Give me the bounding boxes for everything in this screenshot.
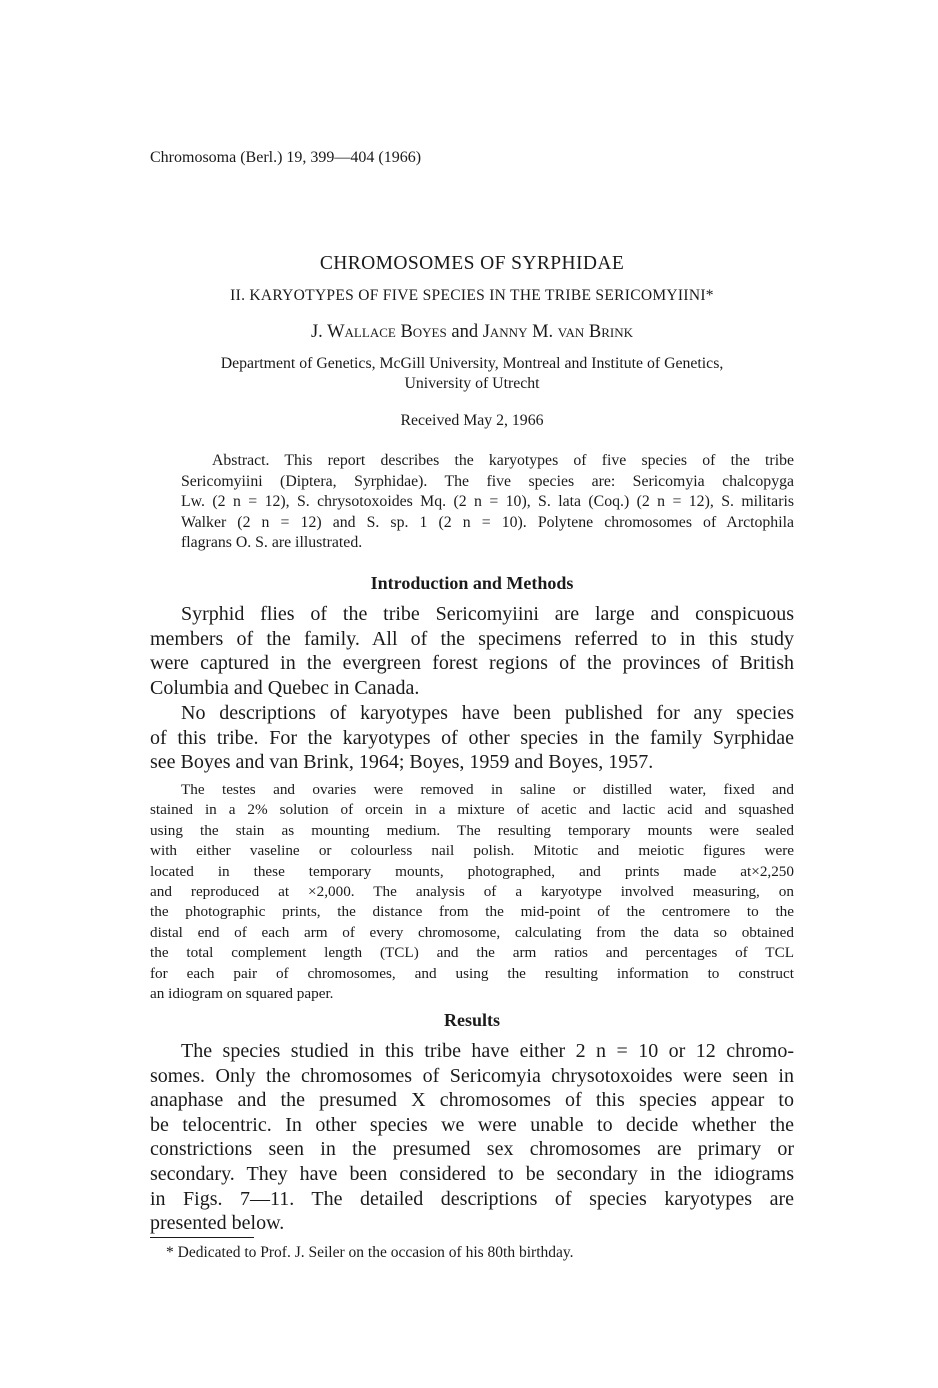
body-line: Columbia and Quebec in Canada. bbox=[150, 676, 420, 699]
abstract-line: Sericomyiini (Diptera, Syrphidae). The five species are: Sericomyia chalcopyga bbox=[181, 472, 794, 490]
footnote-rule bbox=[150, 1237, 254, 1238]
footnote: * Dedicated to Prof. J. Seiler on the occasion of his 80th birthday. bbox=[166, 1244, 574, 1261]
author-2: Janny M. van Brink bbox=[482, 322, 634, 342]
results-line: presented below. bbox=[150, 1212, 285, 1235]
abstract-line: Lw. (2 n = 12), S. chrysotoxoides Mq. (2 n = 10), S. lata (Coq.) (2 n = 12), S. militaris bbox=[181, 493, 794, 510]
abstract bbox=[150, 451, 794, 554]
results-line: anaphase and the presumed X chromosomes of this species appear to bbox=[150, 1089, 794, 1112]
body-line: members of the family. All of the specimens referred to in this study bbox=[150, 627, 794, 650]
results-line: secondary. They have been considered to be secondary in the idiograms bbox=[150, 1162, 794, 1185]
methods-paragraph bbox=[150, 780, 794, 1004]
results-line: be telocentric. In other species we were unable to decide whether the bbox=[150, 1113, 794, 1136]
authors-conjunction: and bbox=[451, 322, 479, 342]
intro-paragraph-1 bbox=[150, 602, 794, 700]
methods-line: the photographic prints, the distance from the mid-point of the centromere to the bbox=[150, 903, 794, 921]
affiliation-line-2: University of Utrecht bbox=[404, 375, 540, 392]
results-paragraph bbox=[150, 1039, 794, 1236]
authors bbox=[150, 322, 794, 343]
methods-line: an idiogram on squared paper. bbox=[150, 985, 334, 1003]
body-line: were captured in the evergreen forest regions of the provinces of British bbox=[150, 652, 794, 675]
results-line: in Figs. 7—11. The detailed descriptions of species karyotypes are bbox=[150, 1187, 794, 1210]
methods-line: for each pair of chromosomes, and using the resulting information to construct bbox=[150, 964, 794, 982]
intro-paragraph-2 bbox=[150, 701, 794, 775]
author-1: J. Wallace Boyes bbox=[310, 322, 447, 342]
paper-subtitle: II. KARYOTYPES OF FIVE SPECIES IN THE TRIBE SERICOMYIINI* bbox=[230, 287, 714, 304]
affiliation bbox=[150, 354, 794, 394]
methods-line: stained in a 2% solution of orcein in a mixture of acetic and lactic acid and squashed bbox=[150, 801, 794, 819]
methods-line: and reproduced at ×2,000. The analysis of a karyotype involved measuring, on bbox=[150, 883, 794, 901]
methods-line: using the stain as mounting medium. The resulting temporary mounts were sealed bbox=[150, 821, 794, 839]
affiliation-line-1: Department of Genetics, McGill University, Montreal and Institute of Genetics, bbox=[220, 355, 724, 372]
methods-line: the total complement length (TCL) and the arm ratios and percentages of TCL bbox=[150, 944, 794, 962]
abstract-line: flagrans O. S. are illustrated. bbox=[181, 534, 363, 551]
results-line: constrictions seen in the presumed sex chromosomes are primary or bbox=[150, 1138, 794, 1161]
methods-line: located in these temporary mounts, photographed, and prints made at×2,250 bbox=[150, 862, 794, 880]
results-line: The species studied in this tribe have either 2 n = 10 or 12 chromo- bbox=[181, 1040, 794, 1062]
body-line: of this tribe. For the karyotypes of other species in the family Syrphidae bbox=[150, 726, 794, 749]
received-date: Received May 2, 1966 bbox=[400, 412, 544, 429]
abstract-line: Abstract. This report describes the karyotypes of five species of the tribe bbox=[212, 452, 794, 469]
body-line: No descriptions of karyotypes have been published for any species bbox=[181, 702, 794, 724]
body-line: Syrphid flies of the tribe Sericomyiini are large and conspicuous bbox=[181, 603, 794, 625]
methods-line: distal end of each arm of every chromosome, calculating from the data so obtained bbox=[150, 923, 794, 941]
methods-line: The testes and ovaries were removed in saline or distilled water, fixed and bbox=[181, 781, 794, 798]
results-line: somes. Only the chromosomes of Sericomyia chrysotoxoides were seen in bbox=[150, 1064, 794, 1087]
paper-title: CHROMOSOMES OF SYRPHIDAE bbox=[319, 253, 625, 274]
abstract-line: Walker (2 n = 12) and S. sp. 1 (2 n = 10). Polytene chromosomes of Arctophila bbox=[181, 513, 794, 531]
journal-citation: Chromosoma (Berl.) 19, 399—404 (1966) bbox=[150, 149, 422, 166]
section-heading-results: Results bbox=[443, 1010, 500, 1030]
body-line: see Boyes and van Brink, 1964; Boyes, 1959 and Boyes, 1957. bbox=[150, 751, 654, 774]
methods-line: with either vaseline or colourless nail polish. Mitotic and meiotic figures were bbox=[150, 842, 794, 860]
section-heading-introduction: Introduction and Methods bbox=[370, 573, 574, 593]
